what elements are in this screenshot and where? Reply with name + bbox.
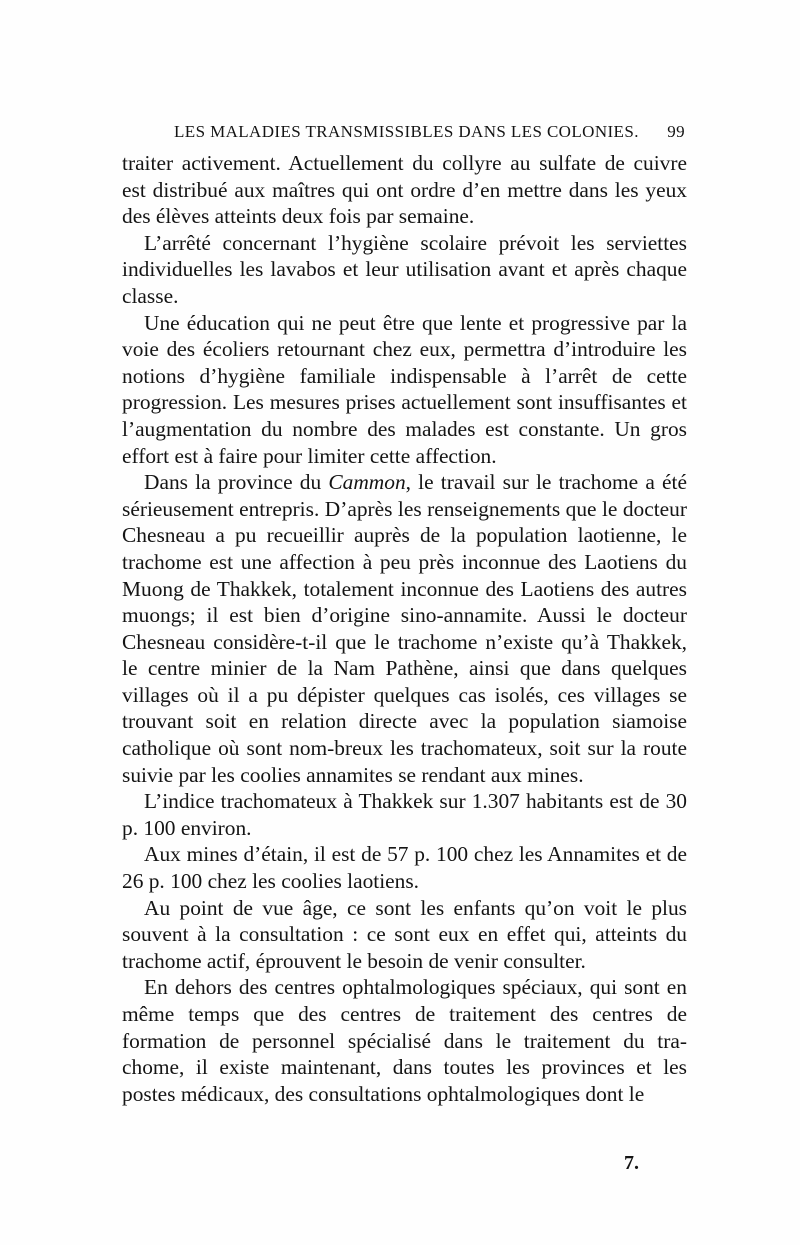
paragraph [122, 469, 687, 788]
paragraph: Aux mines d’étain, il est de 57 p. 100 chez les Annamites et de 26 p. 100 chez les coolies laotiens. [122, 842, 687, 894]
place-name-italic: Cammon [328, 470, 406, 495]
paragraph-text: Dans la province du [144, 470, 329, 495]
running-title: LES MALADIES TRANSMISSIBLES DANS LES COLONIES. [174, 122, 639, 141]
paragraph: En dehors des centres ophtalmologiques spéciaux, qui sont en même temps que des centres de traitement des centres de formation de personnel spécialisé dans le traitement du tra-chome, il existe maintenant, dans toutes les provinces et les postes médicaux, des consultations ophtalmologiques dont le [122, 975, 687, 1106]
running-header [122, 122, 687, 144]
paragraph: Une éducation qui ne peut être que lente et progressive par la voie des écoliers retournant chez eux, permettra d’introduire les notions d’hygiène familiale indispensable à l’arrêt de cette progression. Les mesures prises actuellement sont insuffisantes et l’augmentation du nombre des malades est constante. Un gros effort est à faire pour limiter cette affection. [122, 310, 687, 468]
page-number: 99 [667, 122, 685, 141]
paragraph: Au point de vue âge, ce sont les enfants qu’on voit le plus souvent à la consultation : ce sont eux en effet qui, atteints du trachome actif, éprouvent le besoin de venir consulter. [122, 895, 687, 973]
paragraph: L’indice trachomateux à Thakkek sur 1.307 habitants est de 30 p. 100 environ. [122, 789, 687, 840]
paragraph: L’arrêté concernant l’hygiène scolaire prévoit les serviettes individuelles les lavabos et leur utilisation avant et après chaque classe. [122, 230, 687, 308]
paragraph-text: , le travail sur le trachome a été sérieusement entrepris. D’après les renseignements que le docteur Chesneau a pu recueillir auprès de la population laotienne, le trachome est une affection à peu près inconnue des Laotiens du Muong de Thakkek, totalement inconnue des Laotiens des autres muongs; il est bien d’origine sino-annamite. Aussi le docteur Chesneau considère-t-il que le trachome n’existe qu’à Thakkek, le centre minier de la Nam Pathène, ainsi que dans quelques villages où il a pu dépister quelques cas isolés, ces villages se trouvant soit en relation directe avec la population siamoise catholique où sont nom-breux les trachomateux, soit sur la route suivie par les coolies annamites se rendant aux mines. [122, 470, 687, 787]
body-text [122, 150, 687, 1107]
signature-mark: 7. [624, 1152, 639, 1174]
paragraph: traiter activement. Actuellement du collyre au sulfate de cuivre est distribué aux maîtres qui ont ordre d’en mettre dans les yeux des élèves atteints deux fois par semaine. [122, 151, 687, 229]
